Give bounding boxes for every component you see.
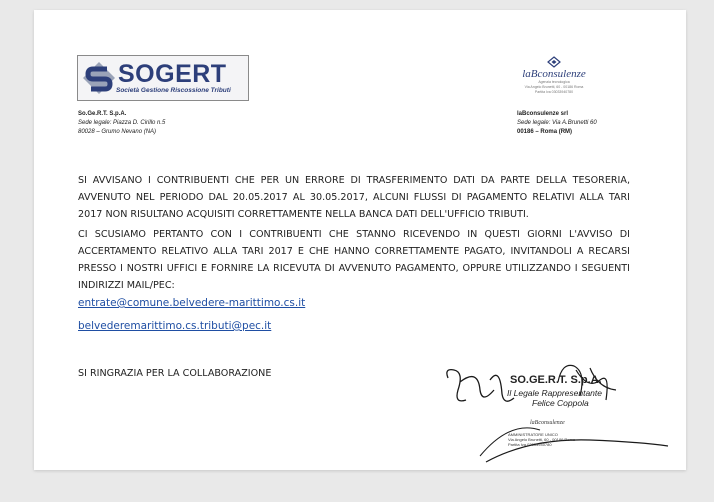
signature-stamp bbox=[440, 360, 670, 465]
labconsulenze-logo-sub1: Agenzia tecnologica bbox=[538, 80, 570, 84]
labconsulenze-logo-name: laBconsulenze bbox=[522, 68, 586, 80]
labconsulenze-logo bbox=[504, 56, 604, 100]
sogert-company: So.Ge.R.T. S.p.A. bbox=[78, 111, 127, 117]
labconsulenze-address-line: Sede legale: Via A.Brunetti 60 bbox=[517, 120, 597, 126]
thanks-line: SI RINGRAZIA PER LA COLLABORAZIONE bbox=[78, 368, 272, 379]
sogert-logo-word: SOGERT bbox=[118, 60, 227, 88]
sogert-logo-tagline: Società Gestione Riscossione Tributi bbox=[116, 87, 231, 94]
labconsulenze-city-line: 00186 – Roma (RM) bbox=[517, 129, 573, 135]
pec-link[interactable]: belvederemarittimo.cs.tributi@pec.it bbox=[78, 320, 272, 332]
stamp-person: Felice Coppola bbox=[532, 398, 589, 408]
sogert-logo bbox=[77, 55, 249, 101]
labconsulenze-company: laBconsulenze srl bbox=[517, 111, 569, 117]
labconsulenze-address bbox=[517, 110, 597, 137]
labconsulenze-emblem-icon bbox=[547, 56, 561, 68]
sogert-city-line: 80028 – Grumo Nevano (NA) bbox=[78, 129, 157, 135]
stamp-la-name: laBconsulenze bbox=[530, 420, 565, 426]
labconsulenze-logo-sub2: Via Angelo Brunetti, 60 - 00186 Roma bbox=[524, 85, 584, 89]
stamp-role: Il Legale Rappresentante bbox=[507, 388, 602, 398]
sogert-emblem-icon bbox=[81, 60, 117, 96]
notice-paragraph-1: SI AVVISANO I CONTRIBUENTI CHE PER UN ERRORE DI TRASFERIMENTO DATI DA PARTE DELLA TESORERIA, AVVENUTO NEL PERIODO DAL 20.05.2017 AL 30.05.2017, ALCUNI FLUSSI DI PAGAMENTO RELATIVI ALLA TARI 2017 NON RISULTANO ACQUISITI CORRETTAMENTE NELLA BANCA DATI DELL'UFFICIO TRIBUTI. bbox=[78, 175, 630, 220]
stamp-la-line1: AMMINISTRATORE UNICO bbox=[508, 432, 558, 437]
labconsulenze-logo-sub3: Partita Iva 03033940780 bbox=[534, 90, 574, 94]
email-link[interactable]: entrate@comune.belvedere-marittimo.cs.it bbox=[78, 297, 306, 309]
sogert-address-line: Sede legale: Piazza D. Cirillo n.5 bbox=[78, 120, 166, 126]
sogert-address bbox=[78, 110, 165, 137]
document-page bbox=[34, 10, 686, 470]
notice-paragraph-2: CI SCUSIAMO PERTANTO CON I CONTRIBUENTI CHE STANNO RICEVENDO IN QUESTI GIORNI L'AVVISO DI ACCERTAMENTO RELATIVO ALLA TARI 2017 E CHE HANNO CORRETTAMENTE PAGATO, INVITANDOLI A RECARSI PRESSO I NOSTRI UFFICI E FORNIRE LA RICEVUTA DI AVVENUTO PAGAMENTO, OPPURE UTILIZZANDO I SEGUENTI INDIRIZZI MAIL/PEC: bbox=[78, 229, 630, 291]
stamp-la-line2: Via Angelo Brunetti, 60 - 00186 Roma bbox=[508, 437, 576, 442]
stamp-la-line3: Partita Iva 03033940780 bbox=[508, 442, 552, 447]
stamp-la-details bbox=[508, 432, 575, 447]
stamp-company: SO.GE.R.T. S.p.A. bbox=[510, 374, 602, 386]
